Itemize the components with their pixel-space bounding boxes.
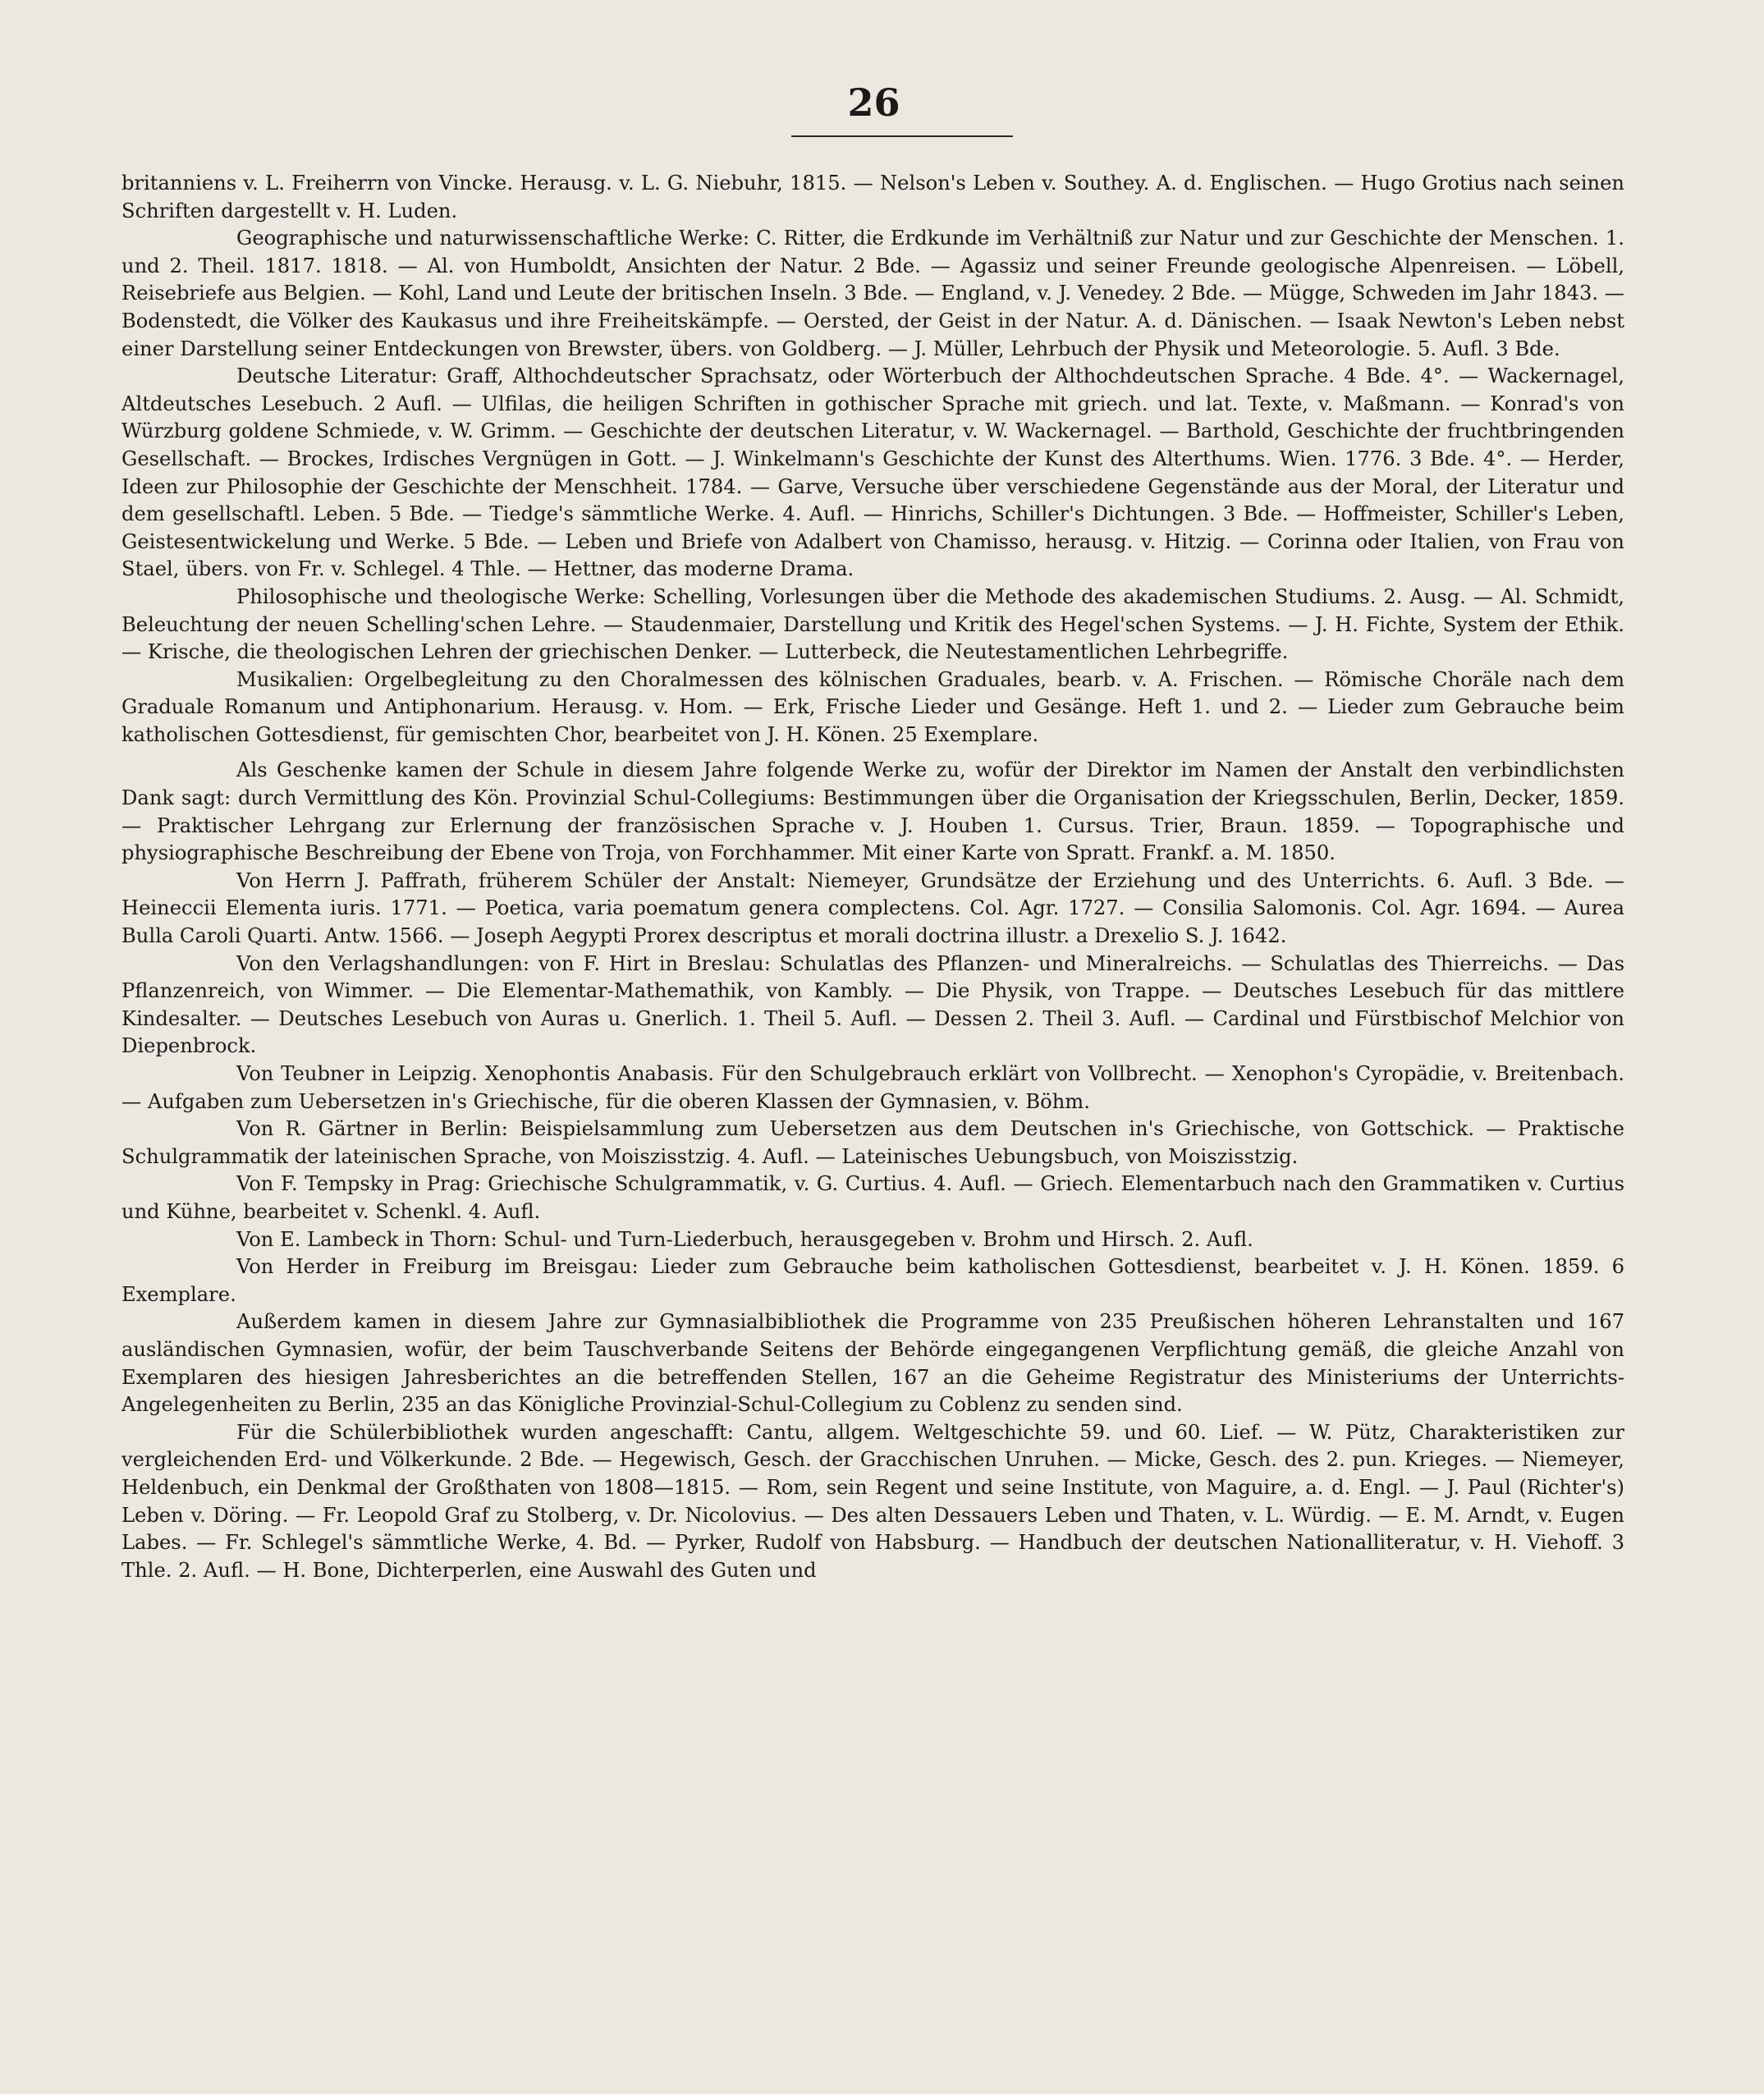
paragraph-6: Als Geschenke kamen der Schule in diesem Jahre folgende Werke zu, wofür der Direktor im Namen der Anstalt den verbindlichsten Dank sagt: durch Vermittlung des Kön. Provinzial Schul-Collegiums: Bestimmungen über die Organisation der Kriegsschulen, Berlin, Decker, 1859. — Praktischer Lehrgang zur Erlernung der französischen Sprache v. J. Houben 1. Cursus. Trier, Braun. 1859. — Topographische und physiographische Beschreibung der Ebene von Troja, von Forchhammer. Mit einer Karte von Spratt. Frankf. a. M. 1850. — [121, 758, 1624, 865]
page-number: 26 — [847, 80, 900, 125]
paragraph-11: Von F. Tempsky in Prag: Griechische Schulgrammatik, v. G. Curtius. 4. Aufl. — Griech. Elementarbuch nach den Grammatiken v. Curtius und Kühne, bearbeitet v. Schenkl. 4. Aufl. — [121, 1172, 1624, 1223]
paragraph-1: britanniens v. L. Freiherrn von Vincke. Herausg. v. L. G. Niebuhr, 1815. — Nelson's Leben v. Southey. A. d. Englischen. — Hugo Grotius nach seinen Schriften dargestellt v. H. Luden. — [121, 172, 1624, 222]
paragraph-9: Von Teubner in Leipzig. Xenophontis Anabasis. Für den Schulgebrauch erklärt von Vollbrecht. — Xenophon's Cyropädie, v. Breitenbach. — Aufgaben zum Uebersetzen in's Griechische, für die oberen Klassen der Gymnasien, v. Böhm. — [121, 1062, 1624, 1113]
paragraph-4: Philosophische und theologische Werke: Schelling, Vorlesungen über die Methode des akademischen Studiums. 2. Ausg. — Al. Schmidt, Beleuchtung der neuen Schelling'schen Lehre. — Staudenmaier, Darstellung und Kritik des Hegel'schen Systems. — J. H. Fichte, System der Ethik. — Krische, die theologischen Lehren der griechischen Denker. — Lutterbeck, die Neutestamentlichen Lehrbegriffe. — [121, 584, 1624, 664]
paragraph-10: Von R. Gärtner in Berlin: Beispielsammlung zum Uebersetzen aus dem Deutschen in's Griechische, von Gottschick. — Praktische Schulgrammatik der lateinischen Sprache, von Moiszisstzig. 4. Aufl. — Lateinisches Uebungsbuch, von Moiszisstzig. — [121, 1117, 1624, 1168]
paragraph-14: Außerdem kamen in diesem Jahre zur Gymnasialbibliothek die Programme von 235 Preußischen höheren Lehranstalten und 167 ausländischen Gymnasien, wofür, der beim Tauschverbande Seitens der Behörde eingegangenen Verpflichtung gemäß, die gleiche Anzahl von Exemplaren des hiesigen Jahresberichtes an die betreffenden Stellen, 167 an die Geheime Registratur des Ministeriums der Unterrichts-Angelegenheiten zu Berlin, 235 an das Königliche Provinzial-Schul-Collegium zu Coblenz zu senden sind. — [121, 1310, 1624, 1417]
paragraph-8: Von den Verlagshandlungen: von F. Hirt in Breslau: Schulatlas des Pflanzen- und Mineralreichs. — Schulatlas des Thierreichs. — Das Pflanzenreich, von Wimmer. — Die Elementar-Mathemathik, von Kambly. — Die Physik, von Trappe. — Deutsches Lesebuch für das mittlere Kindesalter. — Deutsches Lesebuch von Auras u. Gnerlich. 1. Theil 5. Aufl. — Dessen 2. Theil 3. Aufl. — Cardinal und Fürstbischof Melchior von Diepenbrock. — [121, 951, 1624, 1058]
paragraph-3: Deutsche Literatur: Graff, Althochdeutscher Sprachsatz, oder Wörterbuch der Althochdeutschen Sprache. 4 Bde. 4°. — Wackernagel, Altdeutsches Lesebuch. 2 Aufl. — Ulfilas, die heiligen Schriften in gothischer Sprache mit griech. und lat. Texte, v. Maßmann. — Konrad's von Würzburg goldene Schmiede, v. W. Grimm. — Geschichte der deutschen Literatur, v. W. Wackernagel. — Barthold, Geschichte der fruchtbringenden Gesellschaft. — Brockes, Irdisches Vergnügen in Gott. — J. Winkelmann's Geschichte der Kunst des Alterthums. Wien. 1776. 3 Bde. 4°. — Herder, Ideen zur Philosophie der Geschichte der Menschheit. 1784. — Garve, Versuche über verschiedene Gegenstände aus der Moral, der Literatur und dem gesellschaftl. Leben. 5 Bde. — Tiedge's sämmtliche Werke. 4. Aufl. — Hinrichs, Schiller's Dichtungen. 3 Bde. — Hoffmeister, Schiller's Leben, Geistesentwickelung und Werke. 5 Bde. — Leben und Briefe von Adalbert von Chamisso, herausg. v. Hitzig. — Corinna oder Italien, von Frau von Stael, übers. von Fr. v. Schlegel. 4 Thle. — Hettner, das moderne Drama. — [121, 364, 1624, 581]
body-text — [121, 170, 1624, 1584]
header-rule — [791, 135, 1013, 137]
paragraph-7: Von Herrn J. Paffrath, früherem Schüler der Anstalt: Niemeyer, Grundsätze der Erziehung und des Unterrichts. 6. Aufl. 3 Bde. — Heineccii Elementa iuris. 1771. — Poetica, varia poematum genera complectens. Col. Agr. 1727. — Consilia Salomonis. Col. Agr. 1694. — Aurea Bulla Caroli Quarti. Antw. 1566. — Joseph Aegypti Prorex descriptus et morali doctrina illustr. a Drexelio S. J. 1642. — [121, 868, 1624, 948]
paragraph-15: Für die Schülerbibliothek wurden angeschafft: Cantu, allgem. Weltgeschichte 59. und 60. Lief. — W. Pütz, Charakteristiken zur vergleichenden Erd- und Völkerkunde. 2 Bde. — Hegewisch, Gesch. der Gracchischen Unruhen. — Micke, Gesch. des 2. pun. Krieges. — Niemeyer, Heldenbuch, ein Denkmal der Großthaten von 1808—1815. — Rom, sein Regent und seine Institute, von Maguire, a. d. Engl. — J. Paul (Richter's) Leben v. Döring. — Fr. Leopold Graf zu Stolberg, v. Dr. Nicolovius. — Des alten Dessauers Leben und Thaten, v. L. Würdig. — E. M. Arndt, v. Eugen Labes. — Fr. Schlegel's sämmtliche Werke, 4. Bd. — Pyrker, Rudolf von Habsburg. — Handbuch der deutschen Nationalliteratur, v. H. Viehoff. 3 Thle. 2. Aufl. — H. Bone, Dichterperlen, eine Auswahl des Guten und — [121, 1420, 1624, 1582]
paragraph-5: Musikalien: Orgelbegleitung zu den Choralmessen des kölnischen Graduales, bearb. v. A. Frischen. — Römische Choräle nach dem Graduale Romanum und Antiphonarium. Herausg. v. Hom. — Erk, Frische Lieder und Gesänge. Heft 1. und 2. — Lieder zum Gebrauche beim katholischen Gottesdienst, für gemischten Chor, bearbeitet von J. H. Könen. 25 Exemplare. — [121, 667, 1624, 746]
paragraph-2: Geographische und naturwissenschaftliche Werke: C. Ritter, die Erdkunde im Verhältniß zur Natur und zur Geschichte der Menschen. 1. und 2. Theil. 1817. 1818. — Al. von Humboldt, Ansichten der Natur. 2 Bde. — Agassiz und seiner Freunde geologische Alpenreisen. — Löbell, Reisebriefe aus Belgien. — Kohl, Land und Leute der britischen Inseln. 3 Bde. — England, v. J. Venedey. 2 Bde. — Mügge, Schweden im Jahr 1843. — Bodenstedt, die Völker des Kaukasus und ihre Freiheitskämpfe. — Oersted, der Geist in der Natur. A. d. Dänischen. — Isaak Newton's Leben nebst einer Darstellung seiner Entdeckungen von Brewster, übers. von Goldberg. — J. Müller, Lehrbuch der Physik und Meteorologie. 5. Aufl. 3 Bde. — [121, 227, 1624, 360]
paragraph-12: Von E. Lambeck in Thorn: Schul- und Turn-Liederbuch, herausgegeben v. Brohm und Hirsch. 2. Aufl. — [236, 1227, 1253, 1251]
paragraph-13: Von Herder in Freiburg im Breisgau: Lieder zum Gebrauche beim katholischen Gottesdienst, bearbeitet v. J. H. Könen. 1859. 6 Exemplare. — [121, 1255, 1624, 1306]
